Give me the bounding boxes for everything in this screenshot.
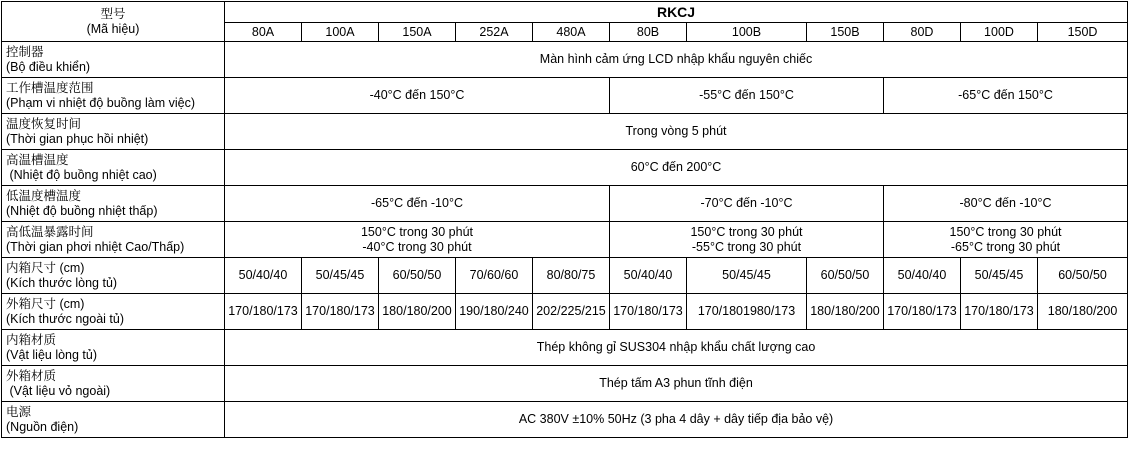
row-label-vi: (Thời gian phục hồi nhiệt) (6, 131, 149, 146)
size-cell: 50/40/40 (884, 258, 961, 294)
brand-cell: RKCJ (225, 2, 1128, 23)
size-cell: 60/50/50 (807, 258, 884, 294)
row-label-vi: (Kích thước lòng tủ) (6, 275, 118, 290)
spec-table (1, 1, 1128, 438)
size-cell: 50/45/45 (302, 258, 379, 294)
row-label (2, 222, 225, 258)
value-cell-a (225, 222, 610, 258)
row-label-cn: 高温槽温度 (6, 152, 69, 167)
size-cell: 50/40/40 (610, 258, 687, 294)
value-cell-a: -65°C đến -10°C (225, 186, 610, 222)
row-label (2, 330, 225, 366)
row-label-cn: 内箱材质 (6, 332, 57, 347)
value-cell: 60°C đến 200°C (225, 150, 1128, 186)
value-cell-b (610, 222, 884, 258)
row-label-vi: (Nhiệt độ buồng nhiệt thấp) (6, 203, 158, 218)
row-power (2, 402, 1128, 438)
model-header-cell (2, 2, 225, 42)
size-cell: 60/50/50 (379, 258, 456, 294)
size-cell: 50/45/45 (687, 258, 807, 294)
row-label-cn: 工作槽温度范围 (6, 80, 94, 95)
model-cell: 150D (1038, 23, 1128, 42)
row-label-vi: (Bộ điều khiển) (6, 59, 91, 74)
row-work-temp (2, 78, 1128, 114)
model-cell: 150B (807, 23, 884, 42)
exposure-high: 150°C trong 30 phút (360, 224, 474, 239)
row-label (2, 294, 225, 330)
size-cell: 170/180/173 (225, 294, 302, 330)
size-cell: 70/60/60 (456, 258, 533, 294)
exposure-high: 150°C trong 30 phút (949, 224, 1062, 239)
value-cell-b: -70°C đến -10°C (610, 186, 884, 222)
size-cell: 180/180/200 (379, 294, 456, 330)
row-label (2, 150, 225, 186)
size-cell: 170/1801980/173 (687, 294, 807, 330)
size-cell: 180/180/200 (1038, 294, 1128, 330)
row-label-cn: 内箱尺寸 (cm) (6, 260, 85, 275)
row-label-cn: 外箱尺寸 (cm) (6, 296, 85, 311)
value-cell: AC 380V ±10% 50Hz (3 pha 4 dây + dây tiếp địa bảo vệ) (225, 402, 1128, 438)
row-label (2, 186, 225, 222)
row-high-temp (2, 150, 1128, 186)
row-label-cn: 电源 (6, 404, 32, 419)
exposure-low: -55°C trong 30 phút (691, 239, 802, 254)
value-cell: Thép tấm A3 phun tĩnh điện (225, 366, 1128, 402)
size-cell: 170/180/173 (961, 294, 1038, 330)
size-cell: 170/180/173 (884, 294, 961, 330)
model-cell: 100D (961, 23, 1038, 42)
model-cell: 80B (610, 23, 687, 42)
size-cell: 190/180/240 (456, 294, 533, 330)
value-cell: Màn hình cảm ứng LCD nhập khẩu nguyên chiếc (225, 42, 1128, 78)
row-label-vi: (Nhiệt độ buồng nhiệt cao) (6, 167, 157, 182)
size-cell: 170/180/173 (302, 294, 379, 330)
row-label-vi: (Nguồn điện) (6, 419, 79, 434)
row-label-cn: 低温度槽温度 (6, 188, 82, 203)
value-cell: Thép không gỉ SUS304 nhập khẩu chất lượng cao (225, 330, 1128, 366)
row-label-cn: 高低温暴露时间 (6, 224, 94, 239)
value-cell-d (884, 222, 1128, 258)
row-outer-material (2, 366, 1128, 402)
exposure-low: -40°C trong 30 phút (362, 239, 472, 254)
row-label (2, 78, 225, 114)
row-inner-material (2, 330, 1128, 366)
row-recovery (2, 114, 1128, 150)
row-label-vi: (Phạm vi nhiệt độ buồng làm việc) (6, 95, 195, 110)
row-label (2, 258, 225, 294)
model-cell: 100A (302, 23, 379, 42)
row-label-vi: (Vật liệu lòng tủ) (6, 347, 98, 362)
size-cell: 170/180/173 (610, 294, 687, 330)
size-cell: 202/225/215 (533, 294, 610, 330)
model-cell: 100B (687, 23, 807, 42)
header-row-brand (2, 2, 1128, 23)
model-label-vi: (Mã hiệu) (86, 21, 140, 36)
size-cell: 180/180/200 (807, 294, 884, 330)
row-label-vi: (Vật liệu vỏ ngoài) (6, 383, 111, 398)
row-exposure (2, 222, 1128, 258)
model-cell: 150A (379, 23, 456, 42)
row-label-vi: (Kích thước ngoài tủ) (6, 311, 125, 326)
exposure-low: -65°C trong 30 phút (950, 239, 1061, 254)
row-label (2, 366, 225, 402)
model-cell: 480A (533, 23, 610, 42)
value-cell-a: -40°C đến 150°C (225, 78, 610, 114)
row-label (2, 42, 225, 78)
size-cell: 60/50/50 (1038, 258, 1128, 294)
row-label-cn: 控制器 (6, 44, 44, 59)
row-label (2, 114, 225, 150)
model-cell: 80A (225, 23, 302, 42)
size-cell: 50/45/45 (961, 258, 1038, 294)
row-outer-size (2, 294, 1128, 330)
row-low-temp (2, 186, 1128, 222)
value-cell: Trong vòng 5 phút (225, 114, 1128, 150)
size-cell: 80/80/75 (533, 258, 610, 294)
row-label-cn: 温度恢复时间 (6, 116, 82, 131)
value-cell-d: -65°C đến 150°C (884, 78, 1128, 114)
exposure-high: 150°C trong 30 phút (690, 224, 803, 239)
value-cell-b: -55°C đến 150°C (610, 78, 884, 114)
row-label-vi: (Thời gian phơi nhiệt Cao/Thấp) (6, 239, 185, 254)
value-cell-d: -80°C đến -10°C (884, 186, 1128, 222)
model-cell: 80D (884, 23, 961, 42)
model-cell: 252A (456, 23, 533, 42)
row-controller (2, 42, 1128, 78)
size-cell: 50/40/40 (225, 258, 302, 294)
row-label-cn: 外箱材质 (6, 368, 57, 383)
row-label (2, 402, 225, 438)
model-label-cn: 型号 (100, 6, 126, 21)
row-inner-size (2, 258, 1128, 294)
